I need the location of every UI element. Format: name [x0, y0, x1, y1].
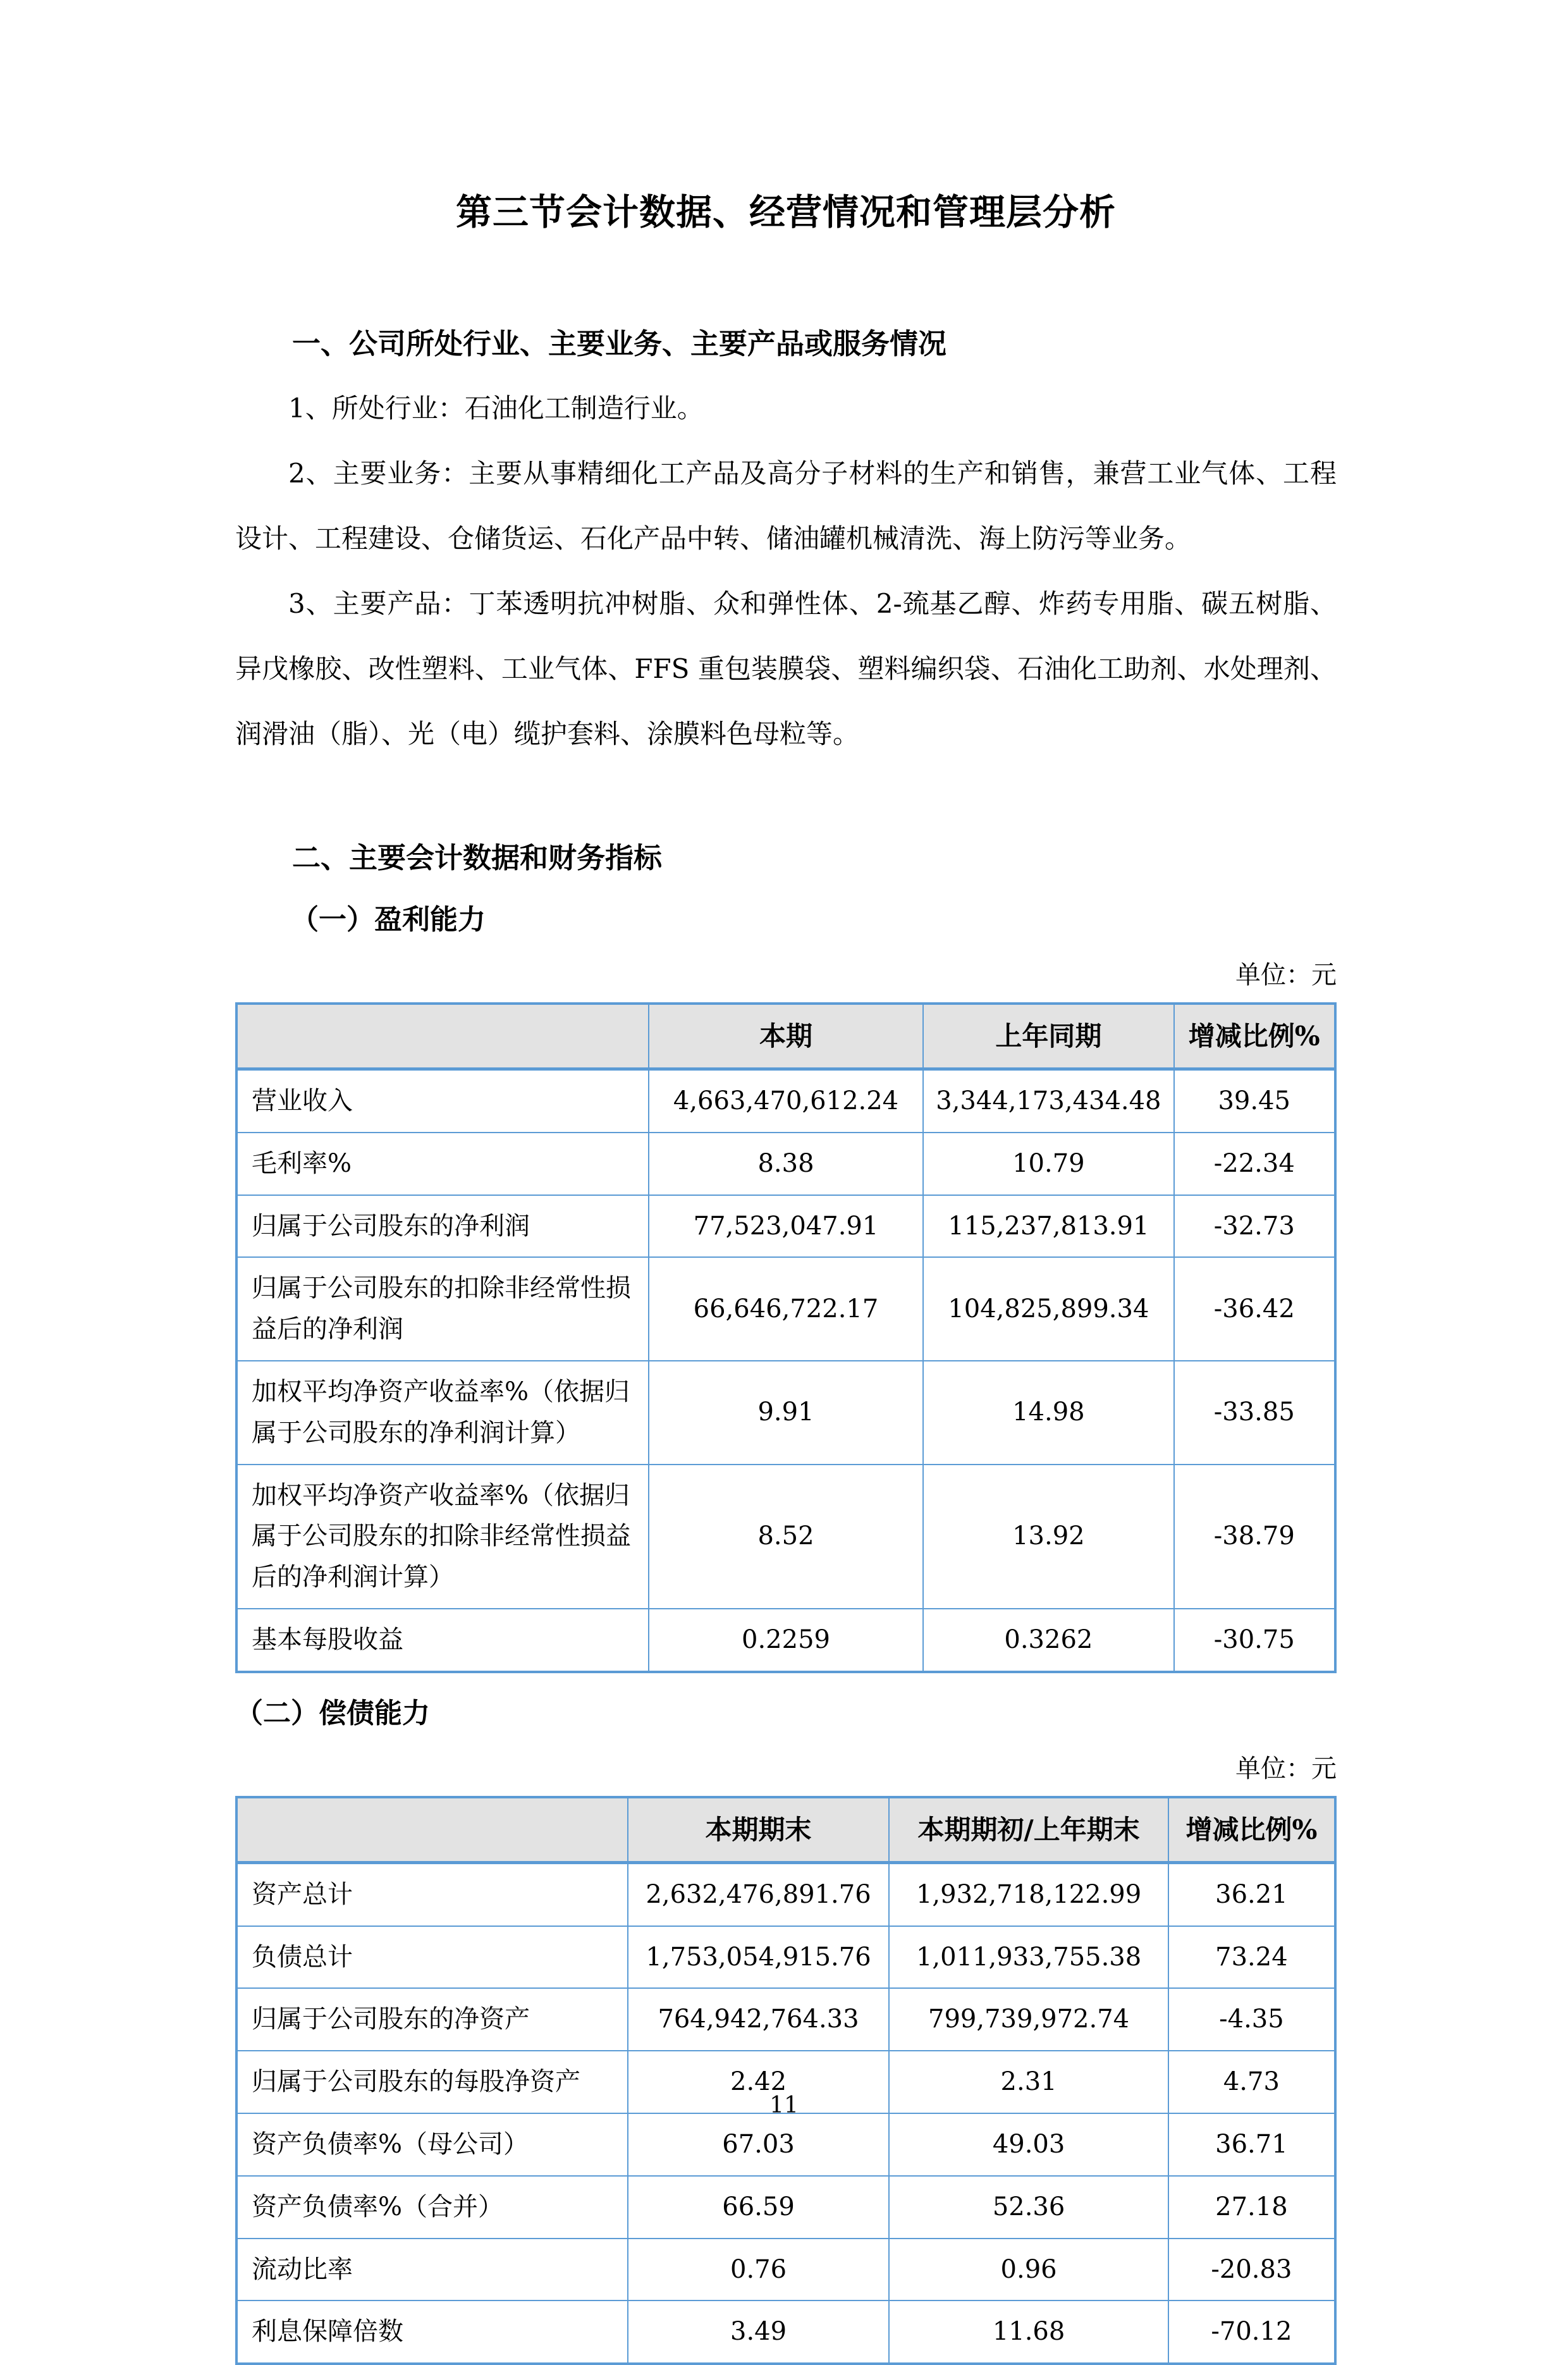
table-row	[236, 2113, 1335, 2176]
paragraph-industry: 1、所处行业：石油化工制造行业。	[288, 393, 704, 424]
value-cell: 2.42	[628, 2051, 890, 2113]
table-row	[236, 2300, 1335, 2364]
table-row	[236, 2239, 1335, 2301]
row-label-cell: 利息保障倍数	[236, 2300, 628, 2364]
value-cell: 115,237,813.91	[923, 1195, 1173, 1258]
row-label-cell: 营业收入	[236, 1069, 649, 1133]
value-cell: 0.2259	[649, 1609, 924, 1672]
value-cell: 0.96	[889, 2239, 1168, 2301]
column-header: 增减比例%	[1174, 1004, 1336, 1069]
value-cell: 9.91	[649, 1361, 924, 1465]
paragraph-main-business: 2、主要业务：主要从事精细化工产品及高分子材料的生产和销售，兼营工业气体、工程设计、工程建设、仓储货运、石化产品中转、储油罐机械清洗、海上防污等业务。	[235, 458, 1337, 554]
column-header	[236, 1797, 628, 1863]
table-row	[236, 1862, 1335, 1926]
value-cell: 799,739,972.74	[889, 1988, 1168, 2051]
table-header-row	[236, 1797, 1335, 1863]
value-cell: 73.24	[1168, 1926, 1335, 1989]
value-cell: 36.71	[1168, 2113, 1335, 2176]
table-row	[236, 1195, 1335, 1258]
row-label-cell: 加权平均净资产收益率%（依据归属于公司股东的净利润计算）	[236, 1361, 649, 1465]
value-cell: 52.36	[889, 2176, 1168, 2239]
value-cell: 39.45	[1174, 1069, 1336, 1133]
column-header: 上年同期	[923, 1004, 1173, 1069]
row-label-cell: 毛利率%	[236, 1133, 649, 1195]
table-row	[236, 2176, 1335, 2239]
column-header: 本期	[649, 1004, 924, 1069]
value-cell: -4.35	[1168, 1988, 1335, 2051]
value-cell: -22.34	[1174, 1133, 1336, 1195]
value-cell: 11.68	[889, 2300, 1168, 2364]
value-cell: 2,632,476,891.76	[628, 1862, 890, 1926]
value-cell: 8.38	[649, 1133, 924, 1195]
page-number: 11	[769, 2092, 799, 2118]
solvency-table	[235, 1796, 1337, 2365]
value-cell: 764,942,764.33	[628, 1988, 890, 2051]
value-cell: -32.73	[1174, 1195, 1336, 1258]
table-row	[236, 1361, 1335, 1465]
value-cell: 1,753,054,915.76	[628, 1926, 890, 1989]
subsection-solvency-heading: （二）偿债能力	[235, 1697, 430, 1729]
row-label-cell: 归属于公司股东的扣除非经常性损益后的净利润	[236, 1257, 649, 1361]
section-1-heading: 一、公司所处行业、主要业务、主要产品或服务情况	[292, 328, 947, 360]
value-cell: 0.3262	[923, 1609, 1173, 1672]
section-2-heading: 二、主要会计数据和财务指标	[292, 842, 663, 874]
value-cell: 1,011,933,755.38	[889, 1926, 1168, 1989]
value-cell: 8.52	[649, 1465, 924, 1609]
value-cell: 13.92	[923, 1465, 1173, 1609]
value-cell: 1,932,718,122.99	[889, 1862, 1168, 1926]
table-row	[236, 1133, 1335, 1195]
subsection-profitability-heading: （一）盈利能力	[291, 904, 486, 935]
table-row	[236, 1609, 1335, 1672]
row-label-cell: 资产负债率%（母公司）	[236, 2113, 628, 2176]
column-header	[236, 1004, 649, 1069]
value-cell: 10.79	[923, 1133, 1173, 1195]
value-cell: 27.18	[1168, 2176, 1335, 2239]
value-cell: 14.98	[923, 1361, 1173, 1465]
table-row	[236, 1988, 1335, 2051]
value-cell: 3,344,173,434.48	[923, 1069, 1173, 1133]
value-cell: -38.79	[1174, 1465, 1336, 1609]
row-label-cell: 流动比率	[236, 2239, 628, 2301]
value-cell: 66.59	[628, 2176, 890, 2239]
table-row	[236, 1257, 1335, 1361]
profitability-table	[235, 1002, 1337, 1673]
row-label-cell: 归属于公司股东的净资产	[236, 1988, 628, 2051]
value-cell: -30.75	[1174, 1609, 1336, 1672]
value-cell: 66,646,722.17	[649, 1257, 924, 1361]
table-row	[236, 1926, 1335, 1989]
column-header: 增减比例%	[1168, 1797, 1335, 1863]
value-cell: -20.83	[1168, 2239, 1335, 2301]
row-label-cell: 资产总计	[236, 1862, 628, 1926]
row-label-cell: 加权平均净资产收益率%（依据归属于公司股东的扣除非经常性损益后的净利润计算）	[236, 1465, 649, 1609]
value-cell: 2.31	[889, 2051, 1168, 2113]
table-row	[236, 1069, 1335, 1133]
value-cell: 0.76	[628, 2239, 890, 2301]
row-label-cell: 归属于公司股东的净利润	[236, 1195, 649, 1258]
paragraph-main-products: 3、主要产品：丁苯透明抗冲树脂、众和弹性体、2-巯基乙醇、炸药专用脂、碳五树脂、异戊橡胶、改性塑料、工业气体、FFS 重包装膜袋、塑料编织袋、石油化工助剂、水处理剂、润滑油（脂）、光（电）缆护套料、涂膜料色母粒等。	[235, 588, 1337, 749]
row-label-cell: 归属于公司股东的每股净资产	[236, 2051, 628, 2113]
value-cell: 67.03	[628, 2113, 890, 2176]
column-header: 本期期末	[628, 1797, 890, 1863]
unit-label-profitability: 单位：元	[1235, 961, 1337, 990]
value-cell: 104,825,899.34	[923, 1257, 1173, 1361]
unit-label-solvency: 单位：元	[1235, 1754, 1337, 1783]
value-cell: 49.03	[889, 2113, 1168, 2176]
table-row	[236, 1465, 1335, 1609]
value-cell: 77,523,047.91	[649, 1195, 924, 1258]
value-cell: 4.73	[1168, 2051, 1335, 2113]
column-header: 本期期初/上年期末	[889, 1797, 1168, 1863]
value-cell: 4,663,470,612.24	[649, 1069, 924, 1133]
value-cell: -36.42	[1174, 1257, 1336, 1361]
value-cell: -33.85	[1174, 1361, 1336, 1465]
value-cell: 36.21	[1168, 1862, 1335, 1926]
row-label-cell: 基本每股收益	[236, 1609, 649, 1672]
row-label-cell: 资产负债率%（合并）	[236, 2176, 628, 2239]
table-header-row	[236, 1004, 1335, 1069]
page-title: 第三节会计数据、经营情况和管理层分析	[456, 192, 1116, 233]
value-cell: 3.49	[628, 2300, 890, 2364]
row-label-cell: 负债总计	[236, 1926, 628, 1989]
value-cell: -70.12	[1168, 2300, 1335, 2364]
